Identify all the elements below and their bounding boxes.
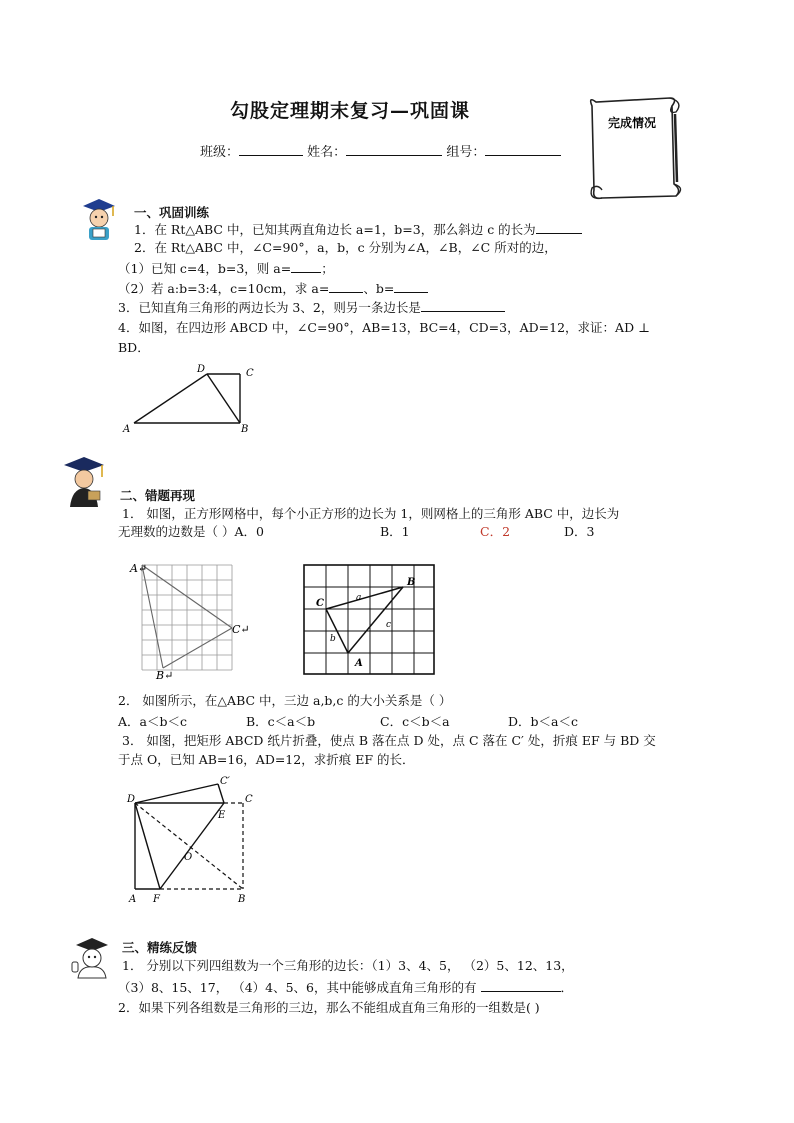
s1-q1-blank[interactable] <box>536 219 582 234</box>
name-blank[interactable] <box>346 141 442 156</box>
grid-figure-1 <box>128 555 258 685</box>
student-mascot-icon <box>80 196 118 242</box>
fold-label-f: F <box>153 894 160 905</box>
section3-heading: 三、精练反馈 <box>122 940 198 955</box>
section2-heading: 二、错题再现 <box>120 488 196 503</box>
s3-q1-blank[interactable] <box>481 977 561 992</box>
grid2-label-side-c: c <box>386 620 392 630</box>
grid2-label-c: C <box>316 598 324 609</box>
thumbs-up-mascot-icon <box>70 936 112 980</box>
teacher-mascot-icon <box>62 455 106 509</box>
grid2-label-side-b: b <box>330 634 336 644</box>
s2-question-1-cont: 无理数的边数是（ ）A．0 B．1 C．2 D．3 <box>118 524 595 539</box>
s1-question-3: 3．已知直角三角形的两边长为 3、2，则另一条边长是 <box>118 297 505 317</box>
fold-label-c: C <box>245 794 253 805</box>
s2-q2-option-b[interactable]: B．c＜a＜b <box>246 714 316 729</box>
s2-q2-option-c[interactable]: C．c＜b＜a <box>380 714 450 729</box>
fig4-label-a: A <box>123 424 131 435</box>
s1-question-2: 2．在 Rt△ABC 中，∠C=90°，a，b，c 分别为∠A，∠B，∠C 所对的边， <box>134 240 557 255</box>
s2-question-3-cont: 于点 O，已知 AB=16，AD=12，求折痕 EF 的长． <box>118 752 415 767</box>
group-blank[interactable] <box>485 141 561 156</box>
s1-question-2-part2: （2）若 a:b=3:4，c=10cm，求 a= 、b= <box>118 278 428 298</box>
class-blank[interactable] <box>239 141 303 156</box>
s2-q1-option-d[interactable]: D．3 <box>564 524 595 539</box>
fig4-label-c: C <box>246 368 254 379</box>
quadrilateral-figure <box>118 360 268 440</box>
grid1-label-a: A↵ <box>130 562 148 575</box>
grid1-label-c: C↵ <box>232 623 250 636</box>
s1-q2-2a-blank[interactable] <box>329 278 363 293</box>
s2-question-2: 2． 如图所示，在△ABC 中，三边 a,b,c 的大小关系是（ ） <box>118 693 452 708</box>
group-label: 组号： <box>446 145 486 160</box>
grid2-label-a: A <box>355 658 363 669</box>
grid-figure-2 <box>302 563 437 678</box>
s3-question-2: 2．如果下列各组数是三角形的三边，那么不能组成直角三角形的一组数是( ) <box>118 1000 540 1015</box>
fold-label-a: A <box>129 894 137 905</box>
student-info-line <box>200 141 561 160</box>
fold-label-o: O <box>184 852 193 863</box>
fig4-label-d: D <box>197 364 206 375</box>
scroll-icon <box>578 92 690 204</box>
fold-label-b: B <box>238 894 246 905</box>
fold-label-d: D <box>127 794 136 805</box>
page-title: 勾股定理期末复习—巩固课 <box>229 100 470 122</box>
s1-question-1: 1．在 Rt△ABC 中，已知其两直角边长 a=1，b=3，那么斜边 c 的长为 <box>134 219 582 239</box>
s1-q3-blank[interactable] <box>421 297 505 312</box>
s1-question-4-cont: BD． <box>118 340 150 355</box>
class-label: 班级： <box>200 145 240 160</box>
name-label: 姓名： <box>307 145 347 160</box>
section1-heading: 一、巩固训练 <box>134 205 210 220</box>
s2-q1-option-b[interactable]: B．1 <box>380 524 410 539</box>
s1-q2-2b-blank[interactable] <box>394 278 428 293</box>
fold-label-c-prime: C′ <box>220 776 230 787</box>
completion-label: 完成情况 <box>607 116 657 130</box>
s2-question-1: 1． 如图，正方形网格中，每个小正方形的边长为 1，则网格上的三角形 ABC 中，边长为 <box>122 506 620 521</box>
s2-q2-option-a[interactable]: A．a＜b＜c <box>118 714 187 729</box>
grid1-label-b: B↵ <box>156 669 174 682</box>
folding-rectangle-figure <box>118 772 268 907</box>
s1-question-2-part1: （1）已知 c=4，b=3，则 a= ； <box>118 258 334 278</box>
s2-q2-option-d[interactable]: D．b＜a＜c <box>508 714 578 729</box>
s1-q2-1-blank[interactable] <box>291 258 321 273</box>
fold-label-e: E <box>218 810 226 821</box>
grid2-label-side-a: a <box>356 593 362 603</box>
s2-question-3: 3． 如图，把矩形 ABCD 纸片折叠，使点 B 落在点 D 处，点 C 落在 C′ 处，折痕 EF 与 BD 交 <box>122 733 656 748</box>
s1-question-4: 4．如图，在四边形 ABCD 中，∠C=90°，AB=13，BC=4，CD=3，AD=12，求证：AD ⊥ <box>118 320 650 335</box>
grid2-label-b: B <box>407 577 416 588</box>
s2-q1-option-c[interactable]: C．2 <box>480 524 511 539</box>
fig4-label-b: B <box>241 424 249 435</box>
s3-question-1: 1． 分别以下列四组数为一个三角形的边长：（1）3、4、5， （2）5、12、13， <box>122 958 574 973</box>
s3-question-1-cont: （3）8、15、17， （4）4、5、6，其中能够成直角三角形的有 ． <box>118 977 573 997</box>
